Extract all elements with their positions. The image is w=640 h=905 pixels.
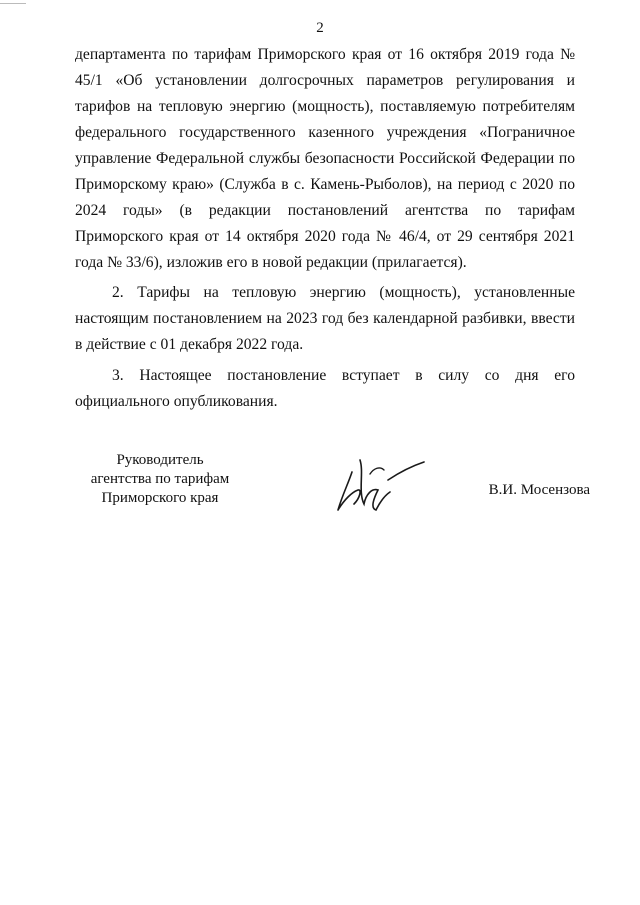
paragraph-item-3: 3. Настоящее постановление вступает в силу со дня его официального опубликования. — [75, 367, 575, 410]
paragraph-item-2: 2. Тарифы на тепловую энергию (мощность), установленные настоящим постановлением на 2023 год без календарной разбивки, ввести в действие с 01 декабря 2022 года. — [75, 284, 575, 353]
signer-position-line: Приморского края — [101, 490, 219, 506]
signer-position-line: агентства по тарифам — [90, 471, 230, 487]
scan-corner-mark — [0, 3, 26, 4]
signer-position-line: Руководитель — [116, 452, 204, 468]
document-body — [75, 42, 575, 415]
paragraph-continuation: департамента по тарифам Приморского края от 16 октября 2019 года № 45/1 «Об установлении долгосрочных параметров регулирования и тарифов на тепловую энергию (мощность), поставляемую потребителям федерального государственного казенного учреждения «Пограничное управление Федеральной службы безопасности Российской Федерации по Приморскому краю» (Служба в с. Камень-Рыболов), на период с 2020 по 2024 годы» (в редакции постановлений агентства по тарифам Приморского края от 14 октября 2020 года № 46/4, от 29 сентября 2021 года № 33/6), изложив его в новой редакции (прилагается). — [75, 46, 575, 271]
signer-name: В.И. Мосензова — [488, 482, 590, 498]
page-number: 2 — [316, 20, 324, 36]
signer-position — [75, 451, 245, 508]
handwritten-signature — [330, 452, 430, 520]
